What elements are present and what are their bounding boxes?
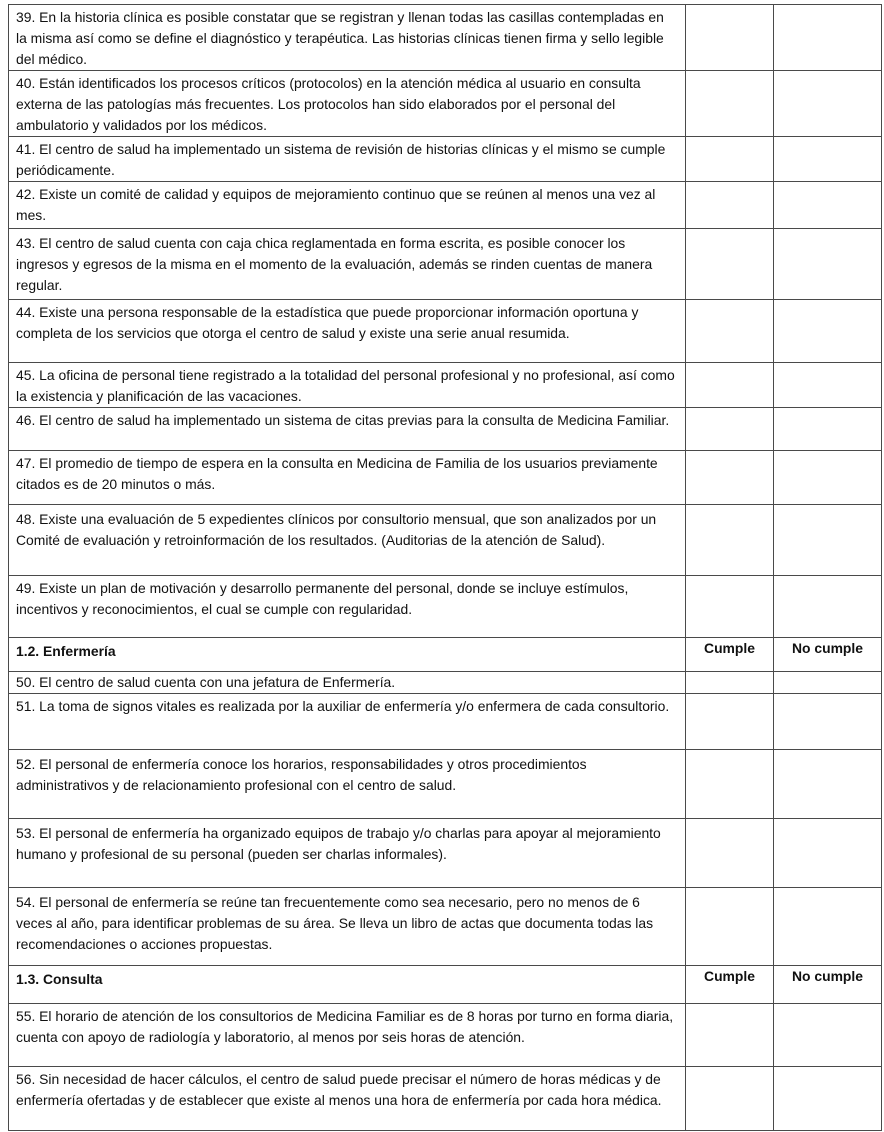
table-row xyxy=(9,750,882,819)
item-text: 46. El centro de salud ha implementado un sistema de citas previas para la consulta de Medicina Familiar. xyxy=(16,412,670,428)
cumple-checkbox-cell[interactable] xyxy=(686,5,774,71)
cumple-checkbox-cell[interactable] xyxy=(686,451,774,505)
no-cumple-column-header: No cumple xyxy=(774,966,882,1004)
cumple-checkbox-cell[interactable] xyxy=(686,137,774,182)
no-cumple-checkbox-cell[interactable] xyxy=(774,576,882,638)
cumple-checkbox-cell[interactable] xyxy=(686,1067,774,1131)
section-header-row xyxy=(9,638,882,672)
item-text-cell xyxy=(9,182,686,229)
section-title-enfermeria: 1.2. Enfermería xyxy=(16,643,116,659)
cumple-checkbox-cell[interactable] xyxy=(686,408,774,451)
table-row xyxy=(9,1004,882,1067)
no-cumple-checkbox-cell[interactable] xyxy=(774,5,882,71)
cumple-checkbox-cell[interactable] xyxy=(686,819,774,888)
table-row xyxy=(9,819,882,888)
item-text: 50. El centro de salud cuenta con una jefatura de Enfermería. xyxy=(16,674,396,690)
item-text: 39. En la historia clínica es posible constatar que se registran y llenan todas las casillas contempladas en la misma así como se define el diagnóstico y terapéutica. Las historias clínicas tienen firma y sello legible del médico. xyxy=(16,9,664,67)
cumple-checkbox-cell[interactable] xyxy=(686,750,774,819)
no-cumple-column-header: No cumple xyxy=(774,638,882,672)
no-cumple-checkbox-cell[interactable] xyxy=(774,300,882,363)
no-cumple-checkbox-cell[interactable] xyxy=(774,1067,882,1131)
no-cumple-checkbox-cell[interactable] xyxy=(774,71,882,137)
item-text-cell xyxy=(9,229,686,300)
table-row xyxy=(9,694,882,750)
no-cumple-checkbox-cell[interactable] xyxy=(774,363,882,408)
item-text: 56. Sin necesidad de hacer cálculos, el centro de salud puede precisar el número de horas médicas y de enfermería ofertadas y de establecer que existe al menos una hora de enfermería por cada hora médica. xyxy=(16,1071,662,1108)
cumple-checkbox-cell[interactable] xyxy=(686,300,774,363)
cumple-checkbox-cell[interactable] xyxy=(686,229,774,300)
table-row xyxy=(9,363,882,408)
item-text-cell xyxy=(9,300,686,363)
item-text: 48. Existe una evaluación de 5 expedientes clínicos por consultorio mensual, que son analizados por un Comité de evaluación y retroinformación de los resultados. (Auditorias de la atención de Salud). xyxy=(16,511,657,548)
item-text: 45. La oficina de personal tiene registrado a la totalidad del personal profesional y no profesional, así como la existencia y planificación de las vacaciones. xyxy=(16,367,675,404)
item-text: 53. El personal de enfermería ha organizado equipos de trabajo y/o charlas para apoyar al mejoramiento humano y profesional de su personal (pueden ser charlas informales). xyxy=(16,825,661,862)
item-text-cell xyxy=(9,1004,686,1067)
no-cumple-checkbox-cell[interactable] xyxy=(774,1004,882,1067)
item-text: 54. El personal de enfermería se reúne tan frecuentemente como sea necesario, pero no menos de 6 veces al año, para identificar problemas de su área. Se lleva un libro de actas que documenta todas las recomendaciones o acciones propuestas. xyxy=(16,894,654,952)
no-cumple-checkbox-cell[interactable] xyxy=(774,182,882,229)
no-cumple-checkbox-cell[interactable] xyxy=(774,750,882,819)
cumple-checkbox-cell[interactable] xyxy=(686,182,774,229)
no-cumple-checkbox-cell[interactable] xyxy=(774,229,882,300)
item-text-cell xyxy=(9,750,686,819)
item-text-cell xyxy=(9,576,686,638)
cumple-checkbox-cell[interactable] xyxy=(686,505,774,576)
item-text: 52. El personal de enfermería conoce los horarios, responsabilidades y otros procedimientos administrativos y de relacionamiento profesional con el centro de salud. xyxy=(16,756,587,793)
evaluation-checklist-table xyxy=(8,4,882,1131)
cumple-checkbox-cell[interactable] xyxy=(686,672,774,694)
item-text-cell xyxy=(9,71,686,137)
table-row xyxy=(9,451,882,505)
cumple-column-header: Cumple xyxy=(686,638,774,672)
item-text-cell xyxy=(9,694,686,750)
cumple-checkbox-cell[interactable] xyxy=(686,888,774,966)
item-text-cell xyxy=(9,363,686,408)
item-text: 51. La toma de signos vitales es realizada por la auxiliar de enfermería y/o enfermera de cada consultorio. xyxy=(16,698,670,714)
cumple-checkbox-cell[interactable] xyxy=(686,71,774,137)
cumple-column-header: Cumple xyxy=(686,966,774,1004)
table-row xyxy=(9,71,882,137)
table-row xyxy=(9,888,882,966)
item-text: 42. Existe un comité de calidad y equipos de mejoramiento continuo que se reúnen al menos una vez al mes. xyxy=(16,186,656,223)
item-text: 47. El promedio de tiempo de espera en la consulta en Medicina de Familia de los usuarios previamente citados es de 20 minutos o más. xyxy=(16,455,658,492)
item-text: 55. El horario de atención de los consultorios de Medicina Familiar es de 8 horas por turno en forma diaria, cuenta con apoyo de radiología y laboratorio, al menos por seis horas de atención. xyxy=(16,1008,674,1045)
item-text: 41. El centro de salud ha implementado un sistema de revisión de historias clínicas y el mismo se cumple periódicamente. xyxy=(16,141,666,178)
item-text-cell xyxy=(9,888,686,966)
table-row xyxy=(9,300,882,363)
item-text: 44. Existe una persona responsable de la estadística que puede proporcionar información oportuna y completa de los servicios que otorga el centro de salud y existe una serie anual resumida. xyxy=(16,304,639,341)
no-cumple-checkbox-cell[interactable] xyxy=(774,137,882,182)
table-row xyxy=(9,408,882,451)
item-text-cell xyxy=(9,1067,686,1131)
no-cumple-checkbox-cell[interactable] xyxy=(774,672,882,694)
item-text-cell xyxy=(9,505,686,576)
section-header-cell xyxy=(9,966,686,1004)
no-cumple-checkbox-cell[interactable] xyxy=(774,888,882,966)
no-cumple-checkbox-cell[interactable] xyxy=(774,408,882,451)
cumple-checkbox-cell[interactable] xyxy=(686,1004,774,1067)
item-text: 43. El centro de salud cuenta con caja chica reglamentada en forma escrita, es posible conocer los ingresos y egresos de la misma en el momento de la evaluación, además se rinden cuentas de manera regular. xyxy=(16,235,653,293)
no-cumple-checkbox-cell[interactable] xyxy=(774,694,882,750)
item-text-cell xyxy=(9,5,686,71)
item-text: 49. Existe un plan de motivación y desarrollo permanente del personal, donde se incluye estímulos, incentivos y reconocimientos, el cual se cumple con regularidad. xyxy=(16,580,629,617)
table-row xyxy=(9,5,882,71)
item-text-cell xyxy=(9,451,686,505)
table-row xyxy=(9,576,882,638)
cumple-checkbox-cell[interactable] xyxy=(686,694,774,750)
item-text-cell xyxy=(9,672,686,694)
section-title-consulta: 1.3. Consulta xyxy=(16,971,103,987)
item-text-cell xyxy=(9,137,686,182)
no-cumple-checkbox-cell[interactable] xyxy=(774,505,882,576)
item-text: 40. Están identificados los procesos críticos (protocolos) en la atención médica al usuario en consulta externa de las patologías más frecuentes. Los protocolos han sido elaborados por el personal del ambulatorio y validados por los médicos. xyxy=(16,75,641,133)
table-row xyxy=(9,672,882,694)
cumple-checkbox-cell[interactable] xyxy=(686,363,774,408)
cumple-checkbox-cell[interactable] xyxy=(686,576,774,638)
item-text-cell xyxy=(9,408,686,451)
table-row xyxy=(9,1067,882,1131)
table-row xyxy=(9,505,882,576)
section-header-cell xyxy=(9,638,686,672)
no-cumple-checkbox-cell[interactable] xyxy=(774,819,882,888)
section-header-row xyxy=(9,966,882,1004)
table-row xyxy=(9,229,882,300)
item-text-cell xyxy=(9,819,686,888)
table-row xyxy=(9,182,882,229)
no-cumple-checkbox-cell[interactable] xyxy=(774,451,882,505)
table-row xyxy=(9,137,882,182)
